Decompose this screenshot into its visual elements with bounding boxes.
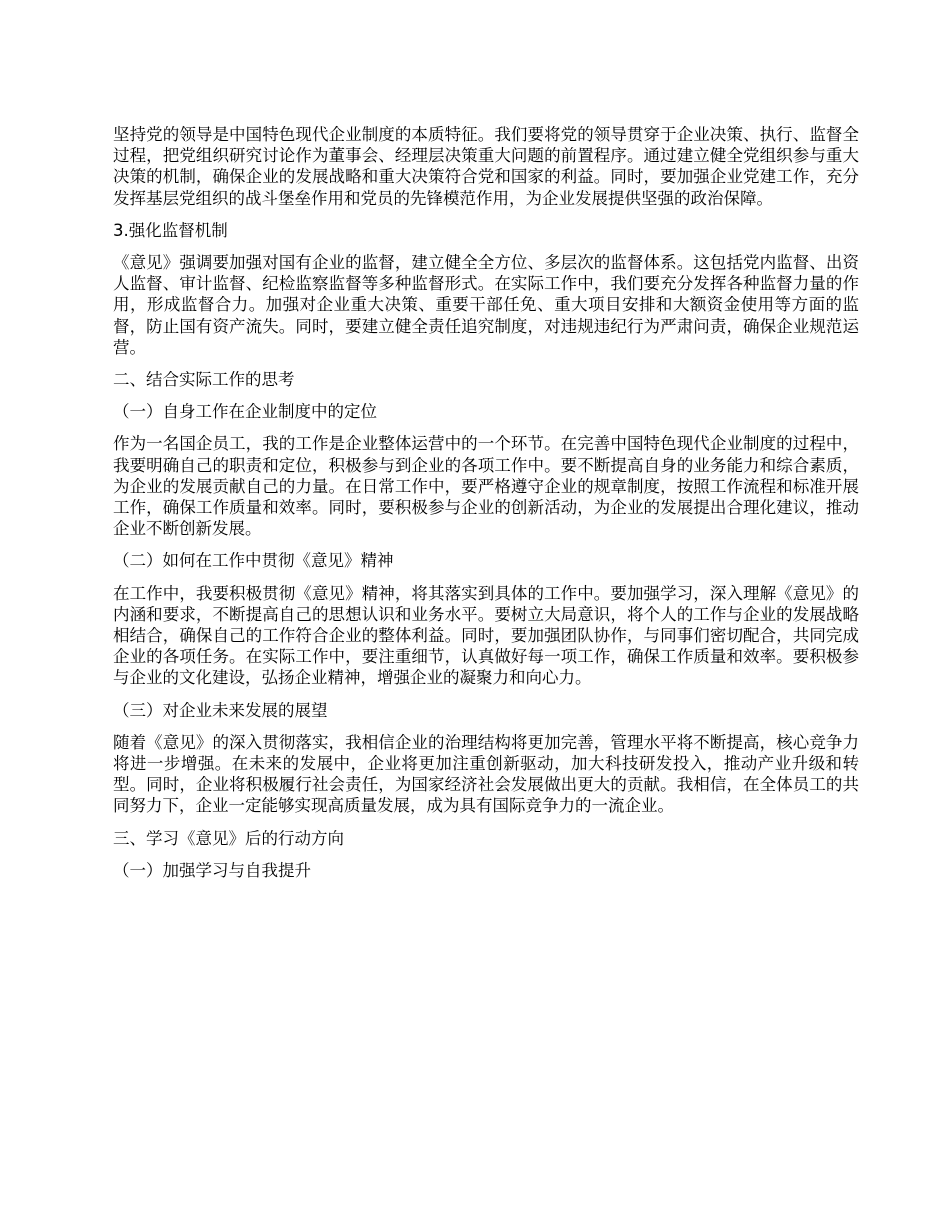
paragraph-supervision-system: 《意见》强调要加强对国有企业的监督，建立健全全方位、多层次的监督体系。这包括党内监督、出资人监督、审计监督、纪检监察监督等多种监督形式。在实际工作中，我们要充分发挥各种监督力量的作用，形成监督合力。加强对企业重大决策、重要干部任免、重大项目安排和大额资金使用等方面的监督，防止国有资产流失。同时，要建立健全责任追究制度，对违规违纪行为严肃问责，确保企业规范运营。 [113, 253, 859, 357]
paragraph-own-position: 作为一名国企员工，我的工作是企业整体运营中的一个环节。在完善中国特色现代企业制度的过程中，我要明确自己的职责和定位，积极参与到企业的各项工作中。要不断提高自身的业务能力和综合素质，为企业的发展贡献自己的力量。在日常工作中，要严格遵守企业的规章制度，按照工作流程和标准开展工作，确保工作质量和效率。同时，要积极参与企业的创新活动，为企业的发展提出合理化建议，推动企业不断创新发展。 [113, 434, 859, 539]
subheading-future-outlook: （三）对企业未来发展的展望 [113, 700, 328, 720]
paragraph-implement-spirit: 在工作中，我要积极贯彻《意见》精神，将其落实到具体的工作中。要加强学习，深入理解《意见》的内涵和要求，不断提高自己的思想认识和业务水平。要树立大局意识，将个人的工作与企业的发展战略相结合，确保自己的工作符合企业的整体利益。同时，要加强团队协作，与同事们密切配合，共同完成企业的各项任务。在实际工作中，要注重细节，认真做好每一项工作，确保工作质量和效率。要积极参与企业的文化建设，弘扬企业精神，增强企业的凝聚力和向心力。 [113, 583, 859, 688]
subheading-own-position: （一）自身工作在企业制度中的定位 [113, 402, 377, 422]
subheading-study-improve: （一）加强学习与自我提升 [113, 860, 311, 880]
document-page [113, 124, 859, 892]
subheading-implement-spirit: （二）如何在工作中贯彻《意见》精神 [113, 551, 394, 571]
paragraph-party-leadership: 坚持党的领导是中国特色现代企业制度的本质特征。我们要将党的领导贯穿于企业决策、执行、监督全过程，把党组织研究讨论作为董事会、经理层决策重大问题的前置程序。通过建立健全党组织参与重大决策的机制，确保企业的发展战略和重大决策符合党和国家的利益。同时，要加强企业党建工作，充分发挥基层党组织的战斗堡垒作用和党员的先锋模范作用，为企业发展提供坚强的政治保障。 [113, 125, 859, 208]
paragraph-future-outlook: 随着《意见》的深入贯彻落实，我相信企业的治理结构将更加完善，管理水平将不断提高，核心竞争力将进一步增强。在未来的发展中，企业将更加注重创新驱动，加大科技研发投入，推动产业升级和转型。同时，企业将积极履行社会责任，为国家经济社会发展做出更大的贡献。我相信，在全体员工的共同努力下，企业一定能够实现高质量发展，成为具有国际竞争力的一流企业。 [113, 732, 859, 816]
heading-strengthen-supervision: 3.强化监督机制 [113, 220, 228, 240]
heading-action-direction: 三、学习《意见》后的行动方向 [113, 828, 344, 848]
heading-practical-reflection: 二、结合实际工作的思考 [113, 370, 295, 390]
